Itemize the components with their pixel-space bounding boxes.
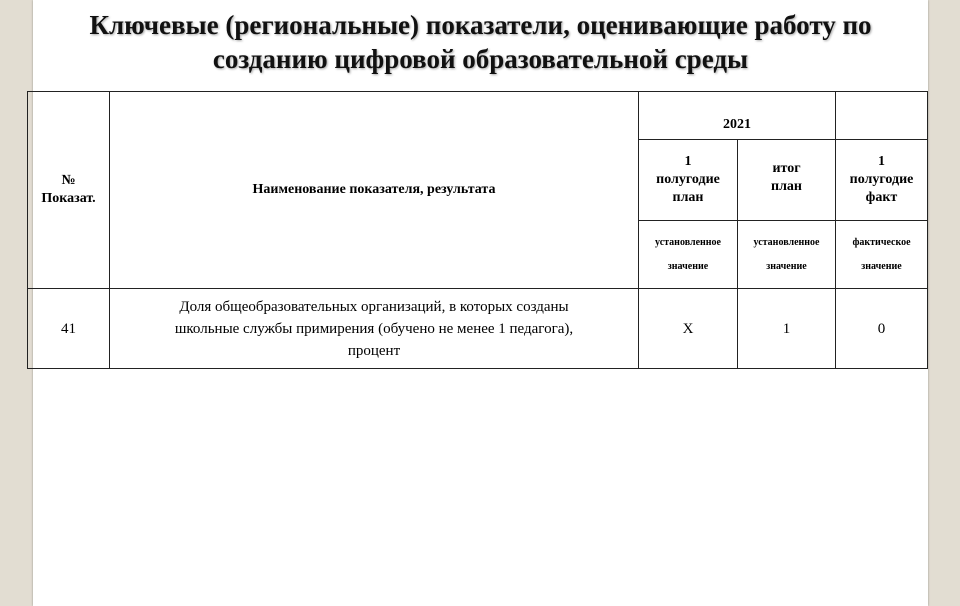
header-number-label: Показат. — [41, 191, 96, 206]
header-sub-set-1 — [639, 221, 738, 289]
header-year: 2021 — [639, 92, 836, 140]
table-row — [28, 289, 928, 369]
header-half-plan-l3: план — [672, 190, 704, 205]
row-name-line-3: процент — [347, 342, 401, 359]
header-year-blank — [836, 92, 928, 140]
header-total-plan-l1: итог — [772, 161, 801, 176]
header-sub-set-2 — [738, 221, 836, 289]
header-half-fact-l3: факт — [865, 190, 898, 205]
row-indicator-name — [110, 289, 639, 369]
header-indicator-name: Наименование показателя, результата — [110, 92, 639, 289]
header-half-fact-l2: полугодие — [849, 172, 914, 187]
page-title — [33, 8, 928, 76]
header-total-plan — [738, 140, 836, 221]
header-half-fact-l1: 1 — [878, 154, 885, 169]
title-line-2: созданию цифровой образовательной среды — [212, 44, 749, 74]
header-sub-fact — [836, 221, 928, 289]
header-half-fact — [836, 140, 928, 221]
indicators-table — [27, 91, 928, 369]
row-name-line-1: Доля общеобразовательных организаций, в которых созданы — [179, 298, 569, 315]
header-sub-set-1-l2: значение — [667, 260, 709, 272]
header-total-plan-l2: план — [771, 179, 802, 194]
header-sub-fact-l2: значение — [861, 260, 902, 272]
row-half-plan: X — [639, 289, 738, 369]
header-half-plan-l2: полугодие — [656, 172, 720, 187]
header-number-symbol: № — [61, 173, 76, 188]
header-half-plan — [639, 140, 738, 221]
header-sub-set-1-l1: установленное — [655, 236, 721, 248]
title-line-1: Ключевые (региональные) показатели, оценивающие работу по — [89, 10, 872, 40]
header-half-plan-l1: 1 — [684, 154, 692, 169]
header-number — [28, 92, 110, 289]
header-sub-fact-l1: фактическое — [852, 236, 911, 248]
row-number: 41 — [28, 289, 110, 369]
row-total-plan: 1 — [738, 289, 836, 369]
header-sub-set-2-l2: значение — [766, 260, 807, 272]
row-half-fact: 0 — [836, 289, 928, 369]
row-name-line-2: школьные службы примирения (обучено не менее 1 педагога), — [174, 320, 574, 337]
header-sub-set-2-l1: установленное — [753, 236, 820, 248]
header-row-year — [28, 92, 928, 140]
